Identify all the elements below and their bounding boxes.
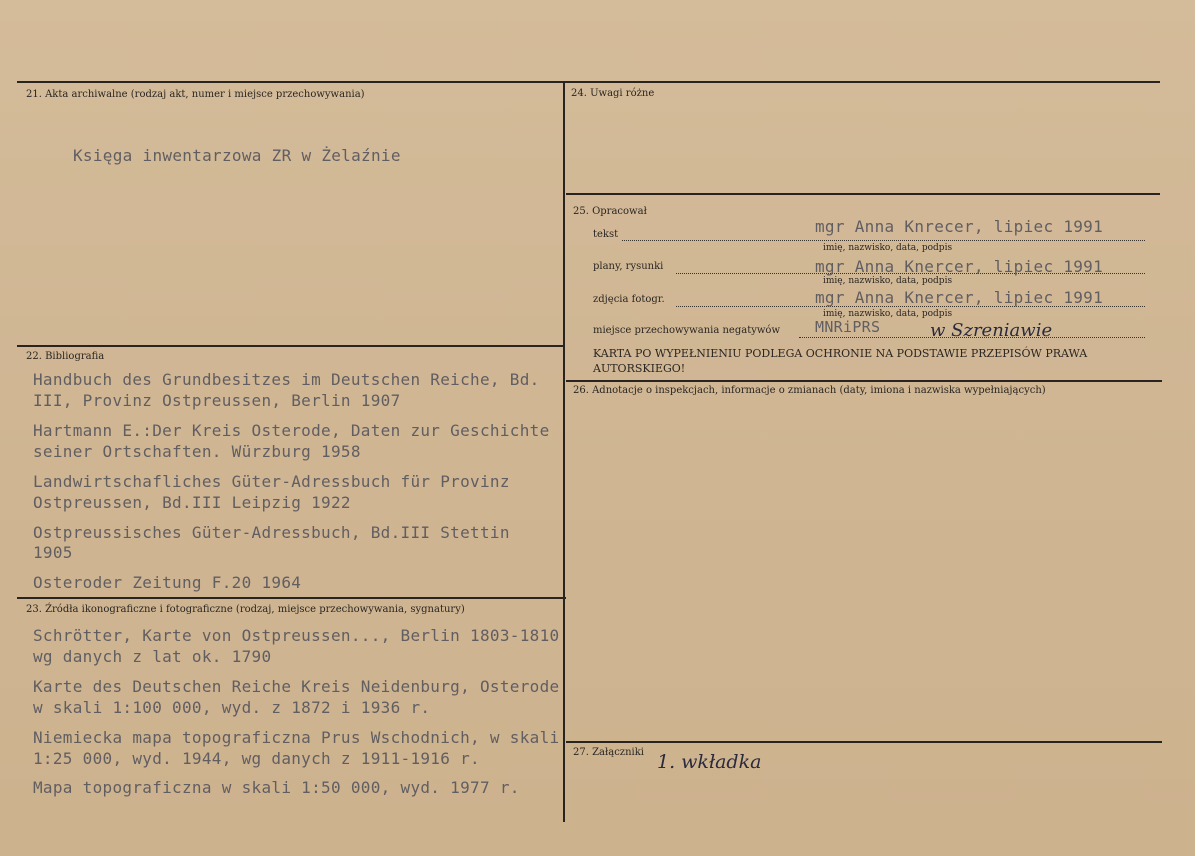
copyright-notice-line-2: AUTORSKIEGO!: [593, 362, 686, 375]
iconography-line: Karte des Deutschen Reiche Kreis Neidenburg, Osterode: [33, 677, 560, 696]
section-25-label: 25. Opracował: [573, 206, 647, 217]
tekst-label: tekst: [593, 229, 619, 240]
bibliography-line: 1905: [33, 543, 73, 562]
bibliography-line: III, Provinz Ostpreussen, Berlin 1907: [33, 391, 401, 410]
section-26-label: 26. Adnotacje o inspekcjach, informacje o zmianach (daty, imiona i nazwiska wypełniających): [573, 385, 1046, 396]
zdjecia-label: zdjęcia fotogr.: [593, 294, 665, 305]
iconography-line: 1:25 000, wyd. 1944, wg danych z 1911-1916 r.: [33, 749, 480, 768]
left-rule-23: [17, 597, 566, 599]
zdjecia-value: mgr Anna Knercer, lipiec 1991: [815, 288, 1104, 307]
copyright-notice: [593, 346, 1153, 376]
bibliography-line: Landwirtschafliches Güter-Adressbuch für Provinz: [33, 472, 510, 491]
iconography-line: wg danych z lat ok. 1790: [33, 647, 272, 666]
negatywy-handwritten: w Szreniawie: [930, 320, 1053, 341]
section-23-label: 23. Źródła ikonograficzne i fotograficzne (rodzaj, miejsce przechowywania, sygnatury): [26, 604, 465, 615]
bibliography-line: Ostpreussisches Güter-Adressbuch, Bd.III Stettin: [33, 523, 510, 542]
bibliography-line: Handbuch des Grundbesitzes im Deutschen Reiche, Bd.: [33, 370, 540, 389]
right-rule-26: [566, 380, 1162, 382]
section-27-label: 27. Załączniki: [573, 747, 644, 758]
bibliography-line: Osteroder Zeitung F.20 1964: [33, 573, 302, 592]
plany-value: mgr Anna Knercer, lipiec 1991: [815, 257, 1104, 276]
iconography-line: Niemiecka mapa topograficzna Prus Wschodnich, w skali: [33, 728, 560, 747]
section-21-value: Księga inwentarzowa ZR w Żelaźnie: [73, 146, 401, 165]
iconography-line: Mapa topograficzna w skali 1:50 000, wyd. 1977 r.: [33, 778, 520, 797]
bibliography-line: Hartmann E.:Der Kreis Osterode, Daten zur Geschichte: [33, 421, 550, 440]
zdjecia-caption: imię, nazwisko, data, podpis: [823, 309, 953, 319]
plany-caption: imię, nazwisko, data, podpis: [823, 276, 953, 286]
iconography-line: w skali 1:100 000, wyd. z 1872 i 1936 r.: [33, 698, 431, 717]
bibliography-line: seiner Ortschaften. Würzburg 1958: [33, 442, 361, 461]
tekst-caption: imię, nazwisko, data, podpis: [823, 243, 953, 253]
section-22-label: 22. Bibliografia: [26, 351, 105, 362]
tekst-dotted-line: [622, 240, 1145, 241]
bibliography-line: Ostpreussen, Bd.III Leipzig 1922: [33, 493, 351, 512]
copyright-notice-line-1: KARTA PO WYPEŁNIENIU PODLEGA OCHRONIE NA PODSTAWIE PRZEPISÓW PRAWA: [593, 347, 1088, 360]
right-rule-27: [566, 741, 1162, 743]
top-rule: [17, 81, 1160, 83]
right-rule-25: [566, 193, 1160, 195]
section-24-label: 24. Uwagi różne: [571, 88, 655, 99]
iconography-line: Schrötter, Karte von Ostpreussen..., Berlin 1803-1810: [33, 626, 560, 645]
tekst-value: mgr Anna Knrecer, lipiec 1991: [815, 217, 1104, 236]
section-21-label: 21. Akta archiwalne (rodzaj akt, numer i miejsce przechowywania): [26, 89, 365, 100]
center-divider: [563, 82, 565, 822]
negatywy-value: MNRiPRS: [815, 318, 881, 336]
plany-label: plany, rysunki: [593, 261, 664, 272]
negatywy-label: miejsce przechowywania negatywów: [593, 325, 780, 336]
attachments-handwritten: 1. wkładka: [657, 751, 762, 773]
left-rule-22: [17, 345, 564, 347]
